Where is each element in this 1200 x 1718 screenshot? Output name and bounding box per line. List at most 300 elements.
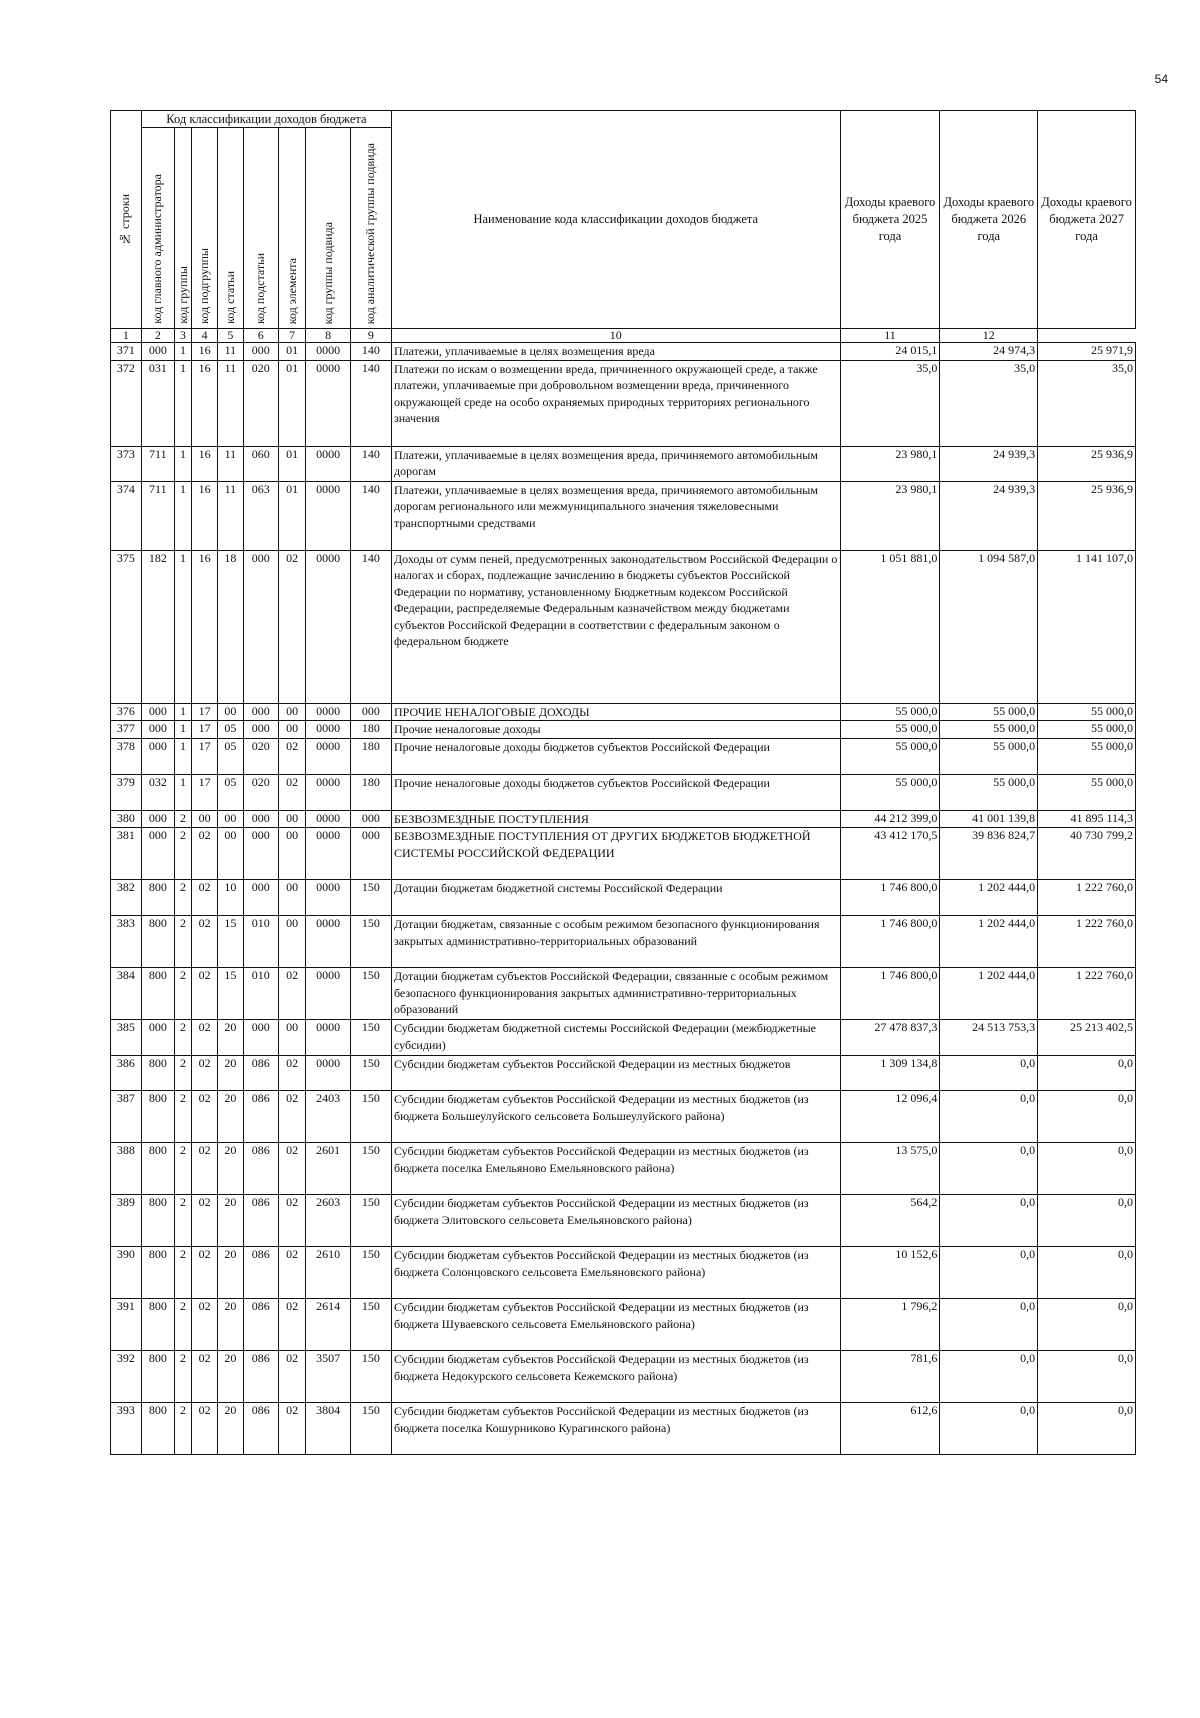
admin-code-cell: 711 bbox=[141, 446, 174, 481]
amount-2026-cell: 55 000,0 bbox=[940, 721, 1038, 739]
subtype-group-code-cell: 0000 bbox=[306, 810, 350, 828]
amount-2025-cell: 1 309 134,8 bbox=[840, 1056, 940, 1091]
article-code-cell: 00 bbox=[217, 828, 243, 880]
article-code-cell: 20 bbox=[217, 1056, 243, 1091]
amount-2025-cell: 13 575,0 bbox=[840, 1143, 940, 1195]
amount-2025-cell: 781,6 bbox=[840, 1351, 940, 1403]
admin-code-cell: 182 bbox=[141, 550, 174, 703]
article-code-cell: 20 bbox=[217, 1143, 243, 1195]
header-group-code: код группы bbox=[174, 128, 191, 329]
subtype-group-code-cell: 2610 bbox=[306, 1247, 350, 1299]
element-code-cell: 02 bbox=[278, 1143, 306, 1195]
group-code-cell: 2 bbox=[174, 880, 191, 916]
analytic-group-code-cell: 150 bbox=[350, 1299, 391, 1351]
group-code-cell: 1 bbox=[174, 774, 191, 810]
article-code-cell: 11 bbox=[217, 446, 243, 481]
column-number: 11 bbox=[840, 329, 940, 343]
element-code-cell: 02 bbox=[278, 1056, 306, 1091]
amount-2025-cell: 55 000,0 bbox=[840, 703, 940, 721]
subarticle-code-cell: 000 bbox=[243, 880, 278, 916]
row-number-cell: 380 bbox=[111, 810, 142, 828]
subtype-group-code-cell: 0000 bbox=[306, 828, 350, 880]
subgroup-code-cell: 16 bbox=[192, 343, 218, 361]
analytic-group-code-cell: 140 bbox=[350, 481, 391, 550]
analytic-group-code-cell: 150 bbox=[350, 1351, 391, 1403]
amount-2026-cell: 0,0 bbox=[940, 1403, 1038, 1455]
article-code-cell: 11 bbox=[217, 360, 243, 446]
table-row bbox=[111, 774, 1136, 810]
income-name-cell: Субсидии бюджетам субъектов Российской Федерации из местных бюджетов (из бюджета Большеулуйского сельсовета Большеулуйского района) bbox=[391, 1091, 840, 1143]
article-code-cell: 20 bbox=[217, 1351, 243, 1403]
subgroup-code-cell: 02 bbox=[192, 828, 218, 880]
subtype-group-code-cell: 2614 bbox=[306, 1299, 350, 1351]
group-code-cell: 1 bbox=[174, 343, 191, 361]
analytic-group-code-cell: 150 bbox=[350, 1143, 391, 1195]
amount-2027-cell: 25 971,9 bbox=[1038, 343, 1136, 361]
subgroup-code-cell: 00 bbox=[192, 810, 218, 828]
subgroup-code-cell: 02 bbox=[192, 1299, 218, 1351]
subarticle-code-cell: 000 bbox=[243, 810, 278, 828]
subgroup-code-cell: 02 bbox=[192, 1143, 218, 1195]
amount-2027-cell: 0,0 bbox=[1038, 1143, 1136, 1195]
income-name-cell: Прочие неналоговые доходы бюджетов субъектов Российской Федерации bbox=[391, 774, 840, 810]
analytic-group-code-cell: 000 bbox=[350, 703, 391, 721]
group-code-cell: 1 bbox=[174, 721, 191, 739]
element-code-cell: 02 bbox=[278, 1351, 306, 1403]
group-code-cell: 1 bbox=[174, 446, 191, 481]
analytic-group-code-cell: 150 bbox=[350, 1091, 391, 1143]
subgroup-code-cell: 02 bbox=[192, 1056, 218, 1091]
income-name-cell: Дотации бюджетам бюджетной системы Российской Федерации bbox=[391, 880, 840, 916]
subarticle-code-cell: 086 bbox=[243, 1143, 278, 1195]
analytic-group-code-cell: 150 bbox=[350, 1195, 391, 1247]
subarticle-code-cell: 086 bbox=[243, 1056, 278, 1091]
group-code-cell: 1 bbox=[174, 703, 191, 721]
admin-code-cell: 000 bbox=[141, 343, 174, 361]
admin-code-cell: 000 bbox=[141, 738, 174, 774]
admin-code-cell: 031 bbox=[141, 360, 174, 446]
table-row bbox=[111, 1299, 1136, 1351]
article-code-cell: 15 bbox=[217, 916, 243, 968]
subarticle-code-cell: 010 bbox=[243, 916, 278, 968]
subgroup-code-cell: 16 bbox=[192, 550, 218, 703]
column-number: 2 bbox=[141, 329, 174, 343]
group-code-cell: 2 bbox=[174, 968, 191, 1020]
element-code-cell: 02 bbox=[278, 1195, 306, 1247]
admin-code-cell: 800 bbox=[141, 1299, 174, 1351]
table-row bbox=[111, 550, 1136, 703]
table-row bbox=[111, 1020, 1136, 1056]
table-row bbox=[111, 1351, 1136, 1403]
subarticle-code-cell: 000 bbox=[243, 343, 278, 361]
income-name-cell: Субсидии бюджетам субъектов Российской Федерации из местных бюджетов bbox=[391, 1056, 840, 1091]
admin-code-cell: 800 bbox=[141, 968, 174, 1020]
admin-code-cell: 032 bbox=[141, 774, 174, 810]
amount-2027-cell: 0,0 bbox=[1038, 1195, 1136, 1247]
table-row bbox=[111, 880, 1136, 916]
income-name-cell: Доходы от сумм пеней, предусмотренных законодательством Российской Федерации о налогах и сборах, подлежащие зачислению в бюджеты субъектов Российской Федерации по нормативу, установленному Бюджетным кодексом Российской Федерации, распределяемые Федеральным казначейством между бюджетами субъектов Российской Федерации в соответствии с федеральным законом о федеральном бюджете bbox=[391, 550, 840, 703]
amount-2027-cell: 1 222 760,0 bbox=[1038, 916, 1136, 968]
table-row bbox=[111, 446, 1136, 481]
row-number-cell: 377 bbox=[111, 721, 142, 739]
row-number-cell: 378 bbox=[111, 738, 142, 774]
column-number: 4 bbox=[192, 329, 218, 343]
subtype-group-code-cell: 2601 bbox=[306, 1143, 350, 1195]
element-code-cell: 02 bbox=[278, 774, 306, 810]
subtype-group-code-cell: 0000 bbox=[306, 721, 350, 739]
column-number: 3 bbox=[174, 329, 191, 343]
amount-2026-cell: 24 974,3 bbox=[940, 343, 1038, 361]
subtype-group-code-cell: 0000 bbox=[306, 1056, 350, 1091]
group-code-cell: 1 bbox=[174, 360, 191, 446]
amount-2025-cell: 1 746 800,0 bbox=[840, 916, 940, 968]
header-admin-code: код главного администратора bbox=[141, 128, 174, 329]
subtype-group-code-cell: 0000 bbox=[306, 916, 350, 968]
header-element-code: код элемента bbox=[278, 128, 306, 329]
subgroup-code-cell: 02 bbox=[192, 968, 218, 1020]
analytic-group-code-cell: 140 bbox=[350, 446, 391, 481]
table-row bbox=[111, 1056, 1136, 1091]
element-code-cell: 01 bbox=[278, 446, 306, 481]
amount-2025-cell: 564,2 bbox=[840, 1195, 940, 1247]
subgroup-code-cell: 02 bbox=[192, 1020, 218, 1056]
amount-2025-cell: 23 980,1 bbox=[840, 446, 940, 481]
row-number-cell: 392 bbox=[111, 1351, 142, 1403]
table-row bbox=[111, 481, 1136, 550]
subgroup-code-cell: 02 bbox=[192, 1195, 218, 1247]
analytic-group-code-cell: 180 bbox=[350, 738, 391, 774]
table-row bbox=[111, 1403, 1136, 1455]
amount-2027-cell: 0,0 bbox=[1038, 1351, 1136, 1403]
element-code-cell: 00 bbox=[278, 721, 306, 739]
subgroup-code-cell: 02 bbox=[192, 1351, 218, 1403]
subarticle-code-cell: 063 bbox=[243, 481, 278, 550]
subgroup-code-cell: 17 bbox=[192, 703, 218, 721]
article-code-cell: 05 bbox=[217, 721, 243, 739]
amount-2025-cell: 55 000,0 bbox=[840, 721, 940, 739]
subarticle-code-cell: 000 bbox=[243, 828, 278, 880]
amount-2026-cell: 0,0 bbox=[940, 1299, 1038, 1351]
element-code-cell: 01 bbox=[278, 343, 306, 361]
article-code-cell: 18 bbox=[217, 550, 243, 703]
group-code-cell: 1 bbox=[174, 550, 191, 703]
amount-2025-cell: 1 796,2 bbox=[840, 1299, 940, 1351]
column-number: 7 bbox=[278, 329, 306, 343]
subarticle-code-cell: 086 bbox=[243, 1247, 278, 1299]
amount-2026-cell: 1 202 444,0 bbox=[940, 880, 1038, 916]
group-code-cell: 1 bbox=[174, 481, 191, 550]
group-code-cell: 2 bbox=[174, 828, 191, 880]
subtype-group-code-cell: 0000 bbox=[306, 880, 350, 916]
row-number-cell: 391 bbox=[111, 1299, 142, 1351]
table-row bbox=[111, 916, 1136, 968]
admin-code-cell: 000 bbox=[141, 1020, 174, 1056]
subtype-group-code-cell: 3804 bbox=[306, 1403, 350, 1455]
element-code-cell: 02 bbox=[278, 968, 306, 1020]
subarticle-code-cell: 020 bbox=[243, 360, 278, 446]
row-number-cell: 382 bbox=[111, 880, 142, 916]
amount-2025-cell: 43 412 170,5 bbox=[840, 828, 940, 880]
admin-code-cell: 000 bbox=[141, 810, 174, 828]
amount-2027-cell: 0,0 bbox=[1038, 1299, 1136, 1351]
amount-2026-cell: 0,0 bbox=[940, 1143, 1038, 1195]
admin-code-cell: 800 bbox=[141, 1143, 174, 1195]
income-name-cell: Прочие неналоговые доходы бюджетов субъектов Российской Федерации bbox=[391, 738, 840, 774]
article-code-cell: 20 bbox=[217, 1247, 243, 1299]
subgroup-code-cell: 02 bbox=[192, 916, 218, 968]
amount-2026-cell: 55 000,0 bbox=[940, 703, 1038, 721]
income-name-cell: БЕЗВОЗМЕЗДНЫЕ ПОСТУПЛЕНИЯ bbox=[391, 810, 840, 828]
amount-2027-cell: 25 936,9 bbox=[1038, 446, 1136, 481]
article-code-cell: 05 bbox=[217, 774, 243, 810]
article-code-cell: 20 bbox=[217, 1020, 243, 1056]
subarticle-code-cell: 060 bbox=[243, 446, 278, 481]
amount-2025-cell: 35,0 bbox=[840, 360, 940, 446]
amount-2026-cell: 41 001 139,8 bbox=[940, 810, 1038, 828]
analytic-group-code-cell: 180 bbox=[350, 774, 391, 810]
analytic-group-code-cell: 000 bbox=[350, 828, 391, 880]
table-row bbox=[111, 810, 1136, 828]
income-name-cell: Платежи, уплачиваемые в целях возмещения вреда, причиняемого автомобильным дорогам bbox=[391, 446, 840, 481]
article-code-cell: 11 bbox=[217, 481, 243, 550]
header-row-group bbox=[111, 111, 1136, 128]
subtype-group-code-cell: 3507 bbox=[306, 1351, 350, 1403]
amount-2026-cell: 0,0 bbox=[940, 1247, 1038, 1299]
table-row bbox=[111, 1247, 1136, 1299]
subgroup-code-cell: 02 bbox=[192, 880, 218, 916]
amount-2027-cell: 55 000,0 bbox=[1038, 721, 1136, 739]
subtype-group-code-cell: 0000 bbox=[306, 360, 350, 446]
subarticle-code-cell: 086 bbox=[243, 1195, 278, 1247]
row-number-cell: 393 bbox=[111, 1403, 142, 1455]
article-code-cell: 05 bbox=[217, 738, 243, 774]
article-code-cell: 20 bbox=[217, 1403, 243, 1455]
table-row bbox=[111, 343, 1136, 361]
subgroup-code-cell: 16 bbox=[192, 481, 218, 550]
subgroup-code-cell: 17 bbox=[192, 721, 218, 739]
amount-2025-cell: 1 051 881,0 bbox=[840, 550, 940, 703]
admin-code-cell: 800 bbox=[141, 880, 174, 916]
subtype-group-code-cell: 0000 bbox=[306, 550, 350, 703]
income-name-cell: Субсидии бюджетам субъектов Российской Федерации из местных бюджетов (из бюджета Шуваевского сельсовета Емельяновского района) bbox=[391, 1299, 840, 1351]
income-name-cell: Субсидии бюджетам субъектов Российской Федерации из местных бюджетов (из бюджета поселка Кошурниково Курагинского района) bbox=[391, 1403, 840, 1455]
subtype-group-code-cell: 2403 bbox=[306, 1091, 350, 1143]
income-name-cell: Субсидии бюджетам субъектов Российской Федерации из местных бюджетов (из бюджета Элитовского сельсовета Емельяновского района) bbox=[391, 1195, 840, 1247]
table-row bbox=[111, 360, 1136, 446]
element-code-cell: 02 bbox=[278, 1091, 306, 1143]
subtype-group-code-cell: 0000 bbox=[306, 1020, 350, 1056]
income-name-cell: Субсидии бюджетам субъектов Российской Федерации из местных бюджетов (из бюджета Солонцовского сельсовета Емельяновского района) bbox=[391, 1247, 840, 1299]
header-subtype-group-code: код группы подвида bbox=[306, 128, 350, 329]
table-row bbox=[111, 703, 1136, 721]
amount-2027-cell: 1 141 107,0 bbox=[1038, 550, 1136, 703]
row-number-cell: 379 bbox=[111, 774, 142, 810]
amount-2025-cell: 1 746 800,0 bbox=[840, 880, 940, 916]
page-number: 54 bbox=[1154, 72, 1168, 86]
admin-code-cell: 000 bbox=[141, 721, 174, 739]
table-row bbox=[111, 968, 1136, 1020]
income-name-cell: Субсидии бюджетам бюджетной системы Российской Федерации (межбюджетные субсидии) bbox=[391, 1020, 840, 1056]
subtype-group-code-cell: 0000 bbox=[306, 446, 350, 481]
subtype-group-code-cell: 0000 bbox=[306, 774, 350, 810]
amount-2027-cell: 0,0 bbox=[1038, 1056, 1136, 1091]
analytic-group-code-cell: 150 bbox=[350, 880, 391, 916]
row-number-cell: 388 bbox=[111, 1143, 142, 1195]
amount-2025-cell: 24 015,1 bbox=[840, 343, 940, 361]
amount-2025-cell: 12 096,4 bbox=[840, 1091, 940, 1143]
element-code-cell: 02 bbox=[278, 1403, 306, 1455]
subgroup-code-cell: 17 bbox=[192, 774, 218, 810]
admin-code-cell: 800 bbox=[141, 1351, 174, 1403]
row-number-cell: 389 bbox=[111, 1195, 142, 1247]
group-code-cell: 2 bbox=[174, 1351, 191, 1403]
analytic-group-code-cell: 150 bbox=[350, 1247, 391, 1299]
row-number-cell: 381 bbox=[111, 828, 142, 880]
subgroup-code-cell: 16 bbox=[192, 446, 218, 481]
row-number-cell: 371 bbox=[111, 343, 142, 361]
table-row bbox=[111, 738, 1136, 774]
subarticle-code-cell: 000 bbox=[243, 721, 278, 739]
subtype-group-code-cell: 0000 bbox=[306, 481, 350, 550]
admin-code-cell: 800 bbox=[141, 1403, 174, 1455]
subgroup-code-cell: 02 bbox=[192, 1403, 218, 1455]
header-analytic-group-code: код аналитической группы подвида bbox=[350, 128, 391, 329]
table-row bbox=[111, 1195, 1136, 1247]
row-number-cell: 384 bbox=[111, 968, 142, 1020]
element-code-cell: 02 bbox=[278, 1247, 306, 1299]
amount-2025-cell: 23 980,1 bbox=[840, 481, 940, 550]
income-name-cell: Дотации бюджетам субъектов Российской Федерации, связанные с особым режимом безопасного функционирования закрытых административно-территориальных образований bbox=[391, 968, 840, 1020]
amount-2026-cell: 1 094 587,0 bbox=[940, 550, 1038, 703]
subarticle-code-cell: 000 bbox=[243, 550, 278, 703]
element-code-cell: 01 bbox=[278, 360, 306, 446]
subtype-group-code-cell: 2603 bbox=[306, 1195, 350, 1247]
amount-2026-cell: 24 939,3 bbox=[940, 446, 1038, 481]
amount-2025-cell: 55 000,0 bbox=[840, 774, 940, 810]
admin-code-cell: 000 bbox=[141, 828, 174, 880]
element-code-cell: 02 bbox=[278, 550, 306, 703]
group-code-cell: 2 bbox=[174, 1247, 191, 1299]
analytic-group-code-cell: 150 bbox=[350, 1403, 391, 1455]
column-number: 12 bbox=[940, 329, 1038, 343]
column-number: 9 bbox=[350, 329, 391, 343]
column-number: 6 bbox=[243, 329, 278, 343]
admin-code-cell: 800 bbox=[141, 1195, 174, 1247]
subtype-group-code-cell: 0000 bbox=[306, 703, 350, 721]
budget-income-table bbox=[110, 110, 1136, 1455]
analytic-group-code-cell: 140 bbox=[350, 360, 391, 446]
header-subgroup-code: код подгруппы bbox=[192, 128, 218, 329]
element-code-cell: 00 bbox=[278, 703, 306, 721]
amount-2025-cell: 1 746 800,0 bbox=[840, 968, 940, 1020]
subarticle-code-cell: 000 bbox=[243, 703, 278, 721]
row-number-cell: 387 bbox=[111, 1091, 142, 1143]
subarticle-code-cell: 086 bbox=[243, 1299, 278, 1351]
row-number-cell: 383 bbox=[111, 916, 142, 968]
header-name: Наименование кода классификации доходов бюджета bbox=[391, 111, 840, 329]
analytic-group-code-cell: 150 bbox=[350, 1056, 391, 1091]
amount-2026-cell: 0,0 bbox=[940, 1091, 1038, 1143]
subgroup-code-cell: 02 bbox=[192, 1247, 218, 1299]
header-year-2026: Доходы краевого бюджета 2026 года bbox=[940, 111, 1038, 329]
analytic-group-code-cell: 140 bbox=[350, 550, 391, 703]
header-subarticle-code: код подстатьи bbox=[243, 128, 278, 329]
subarticle-code-cell: 086 bbox=[243, 1351, 278, 1403]
article-code-cell: 00 bbox=[217, 703, 243, 721]
amount-2026-cell: 55 000,0 bbox=[940, 738, 1038, 774]
admin-code-cell: 800 bbox=[141, 1091, 174, 1143]
group-code-cell: 2 bbox=[174, 810, 191, 828]
subtype-group-code-cell: 0000 bbox=[306, 343, 350, 361]
amount-2027-cell: 55 000,0 bbox=[1038, 703, 1136, 721]
amount-2027-cell: 1 222 760,0 bbox=[1038, 880, 1136, 916]
subarticle-code-cell: 020 bbox=[243, 774, 278, 810]
amount-2026-cell: 0,0 bbox=[940, 1195, 1038, 1247]
group-code-cell: 2 bbox=[174, 1299, 191, 1351]
amount-2025-cell: 44 212 399,0 bbox=[840, 810, 940, 828]
amount-2027-cell: 0,0 bbox=[1038, 1091, 1136, 1143]
amount-2025-cell: 27 478 837,3 bbox=[840, 1020, 940, 1056]
analytic-group-code-cell: 150 bbox=[350, 916, 391, 968]
income-name-cell: Платежи, уплачиваемые в целях возмещения вреда, причиняемого автомобильным дорогам регионального или межмуниципального значения тяжеловесными транспортными средствами bbox=[391, 481, 840, 550]
header-row-number: № строки bbox=[111, 111, 142, 329]
amount-2027-cell: 25 213 402,5 bbox=[1038, 1020, 1136, 1056]
group-code-cell: 2 bbox=[174, 1056, 191, 1091]
group-code-cell: 2 bbox=[174, 1143, 191, 1195]
income-name-cell: ПРОЧИЕ НЕНАЛОГОВЫЕ ДОХОДЫ bbox=[391, 703, 840, 721]
amount-2027-cell: 55 000,0 bbox=[1038, 738, 1136, 774]
element-code-cell: 00 bbox=[278, 810, 306, 828]
element-code-cell: 00 bbox=[278, 828, 306, 880]
amount-2027-cell: 35,0 bbox=[1038, 360, 1136, 446]
row-number-cell: 386 bbox=[111, 1056, 142, 1091]
subarticle-code-cell: 000 bbox=[243, 1020, 278, 1056]
amount-2027-cell: 41 895 114,3 bbox=[1038, 810, 1136, 828]
article-code-cell: 00 bbox=[217, 810, 243, 828]
table-row bbox=[111, 1143, 1136, 1195]
amount-2025-cell: 55 000,0 bbox=[840, 738, 940, 774]
element-code-cell: 02 bbox=[278, 1299, 306, 1351]
amount-2026-cell: 1 202 444,0 bbox=[940, 968, 1038, 1020]
amount-2026-cell: 24 513 753,3 bbox=[940, 1020, 1038, 1056]
subgroup-code-cell: 02 bbox=[192, 1091, 218, 1143]
row-number-cell: 385 bbox=[111, 1020, 142, 1056]
article-code-cell: 15 bbox=[217, 968, 243, 1020]
amount-2026-cell: 0,0 bbox=[940, 1351, 1038, 1403]
group-code-cell: 2 bbox=[174, 916, 191, 968]
amount-2027-cell: 40 730 799,2 bbox=[1038, 828, 1136, 880]
analytic-group-code-cell: 180 bbox=[350, 721, 391, 739]
income-name-cell: Платежи, уплачиваемые в целях возмещения вреда bbox=[391, 343, 840, 361]
group-code-cell: 2 bbox=[174, 1195, 191, 1247]
income-name-cell: БЕЗВОЗМЕЗДНЫЕ ПОСТУПЛЕНИЯ ОТ ДРУГИХ БЮДЖЕТОВ БЮДЖЕТНОЙ СИСТЕМЫ РОССИЙСКОЙ ФЕДЕРАЦИИ bbox=[391, 828, 840, 880]
element-code-cell: 00 bbox=[278, 1020, 306, 1056]
element-code-cell: 01 bbox=[278, 481, 306, 550]
element-code-cell: 02 bbox=[278, 738, 306, 774]
group-code-cell: 2 bbox=[174, 1020, 191, 1056]
column-number: 1 bbox=[111, 329, 142, 343]
subgroup-code-cell: 17 bbox=[192, 738, 218, 774]
amount-2026-cell: 24 939,3 bbox=[940, 481, 1038, 550]
row-number-cell: 390 bbox=[111, 1247, 142, 1299]
table-row bbox=[111, 828, 1136, 880]
column-number: 8 bbox=[306, 329, 350, 343]
header-code-group: Код классификации доходов бюджета bbox=[141, 111, 391, 128]
element-code-cell: 00 bbox=[278, 880, 306, 916]
table-row bbox=[111, 1091, 1136, 1143]
amount-2026-cell: 55 000,0 bbox=[940, 774, 1038, 810]
analytic-group-code-cell: 140 bbox=[350, 343, 391, 361]
